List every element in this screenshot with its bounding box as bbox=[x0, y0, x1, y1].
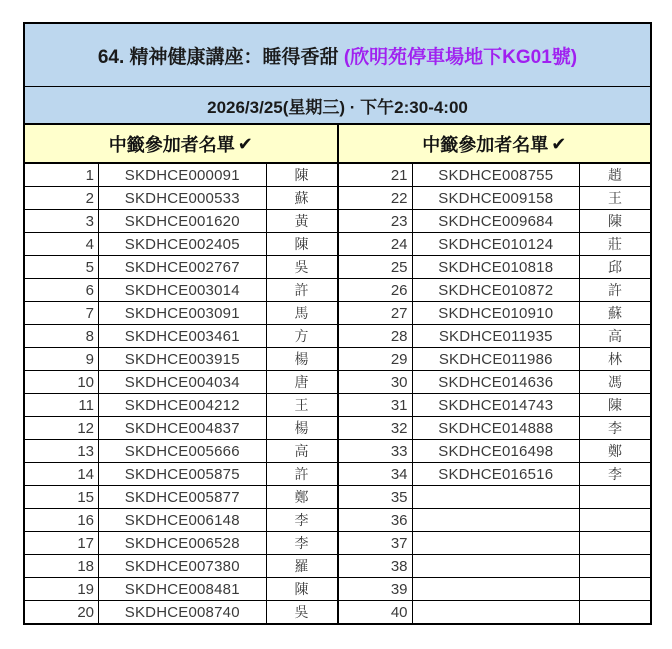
ticket-code-cell: SKDHCE008740 bbox=[99, 601, 267, 623]
surname-cell: 陳 bbox=[294, 581, 309, 597]
surname-cell: 黃 bbox=[294, 213, 309, 229]
list-header-label: 中籤參加者名單 bbox=[108, 134, 235, 155]
ticket-code-cell: SKDHCE014743 bbox=[413, 394, 581, 416]
table-row bbox=[25, 463, 337, 486]
surname-cell bbox=[580, 509, 650, 531]
surname-cell: 楊 bbox=[294, 351, 309, 367]
surname-cell: 蘇 bbox=[608, 305, 622, 321]
table-row bbox=[339, 256, 651, 279]
table-row bbox=[25, 486, 337, 509]
event-location: (欣明苑停車場地下KG01號) bbox=[343, 46, 578, 68]
table-row bbox=[25, 210, 337, 233]
surname-cell: 高 bbox=[608, 328, 622, 344]
event-title-bar bbox=[25, 24, 650, 87]
event-datetime: 2026/3/25(星期三) · 下午2:30-4:00 bbox=[207, 97, 468, 117]
ticket-code-cell: SKDHCE004837 bbox=[99, 417, 267, 439]
event-title: 64. 精神健康講座：睡得香甜 bbox=[97, 46, 344, 68]
surname-cell bbox=[580, 578, 650, 600]
surname-cell: 唐 bbox=[294, 374, 309, 390]
surname-cell: 蘇 bbox=[294, 190, 309, 206]
surname-cell: 高 bbox=[294, 443, 309, 459]
row-number-cell: 6 bbox=[25, 279, 99, 301]
table-row bbox=[25, 256, 337, 279]
row-number-cell: 39 bbox=[339, 578, 413, 600]
table-row bbox=[339, 486, 651, 509]
table-row bbox=[25, 348, 337, 371]
surname-cell: 邱 bbox=[608, 259, 622, 275]
table-row bbox=[339, 348, 651, 371]
row-number-cell: 30 bbox=[339, 371, 413, 393]
winner-table-right bbox=[337, 125, 651, 623]
table-row bbox=[339, 302, 651, 325]
list-header-left bbox=[25, 125, 337, 164]
row-number-cell: 8 bbox=[25, 325, 99, 347]
table-row bbox=[25, 394, 337, 417]
ticket-code-cell: SKDHCE010910 bbox=[413, 302, 581, 324]
row-number-cell: 29 bbox=[339, 348, 413, 370]
row-number-cell: 18 bbox=[25, 555, 99, 577]
check-icon: ✔ bbox=[237, 133, 253, 154]
surname-cell: 許 bbox=[294, 282, 309, 298]
row-number-cell: 36 bbox=[339, 509, 413, 531]
ticket-code-cell: SKDHCE009158 bbox=[413, 187, 581, 209]
table-row bbox=[339, 578, 651, 601]
rows-left bbox=[25, 164, 337, 623]
surname-cell: 王 bbox=[608, 190, 622, 206]
ticket-code-cell: SKDHCE011935 bbox=[413, 325, 581, 347]
ticket-code-cell: SKDHCE010818 bbox=[413, 256, 581, 278]
ticket-code-cell: SKDHCE000533 bbox=[99, 187, 267, 209]
table-row bbox=[25, 440, 337, 463]
row-number-cell: 28 bbox=[339, 325, 413, 347]
surname-cell: 李 bbox=[294, 512, 309, 528]
surname-cell: 陳 bbox=[608, 397, 622, 413]
row-number-cell: 4 bbox=[25, 233, 99, 255]
row-number-cell: 24 bbox=[339, 233, 413, 255]
surname-cell: 李 bbox=[608, 420, 622, 436]
ticket-code-cell: SKDHCE011986 bbox=[413, 348, 581, 370]
list-header-right bbox=[339, 125, 651, 164]
table-row bbox=[25, 325, 337, 348]
surname-cell: 趙 bbox=[608, 167, 622, 183]
table-row bbox=[339, 233, 651, 256]
surname-cell: 鄭 bbox=[608, 443, 622, 459]
table-row bbox=[25, 509, 337, 532]
ticket-code-cell: SKDHCE006528 bbox=[99, 532, 267, 554]
ticket-code-cell: SKDHCE008755 bbox=[413, 164, 581, 186]
ticket-code-cell: SKDHCE009684 bbox=[413, 210, 581, 232]
surname-cell: 馮 bbox=[608, 374, 622, 390]
surname-cell bbox=[580, 532, 650, 554]
table-row bbox=[339, 164, 651, 187]
surname-cell: 林 bbox=[608, 351, 622, 367]
surname-cell: 許 bbox=[608, 282, 622, 298]
ticket-code-cell: SKDHCE008481 bbox=[99, 578, 267, 600]
surname-cell: 陳 bbox=[294, 167, 309, 183]
table-row bbox=[339, 440, 651, 463]
ticket-code-cell: SKDHCE010124 bbox=[413, 233, 581, 255]
surname-cell: 楊 bbox=[294, 420, 309, 436]
ticket-code-cell: SKDHCE000091 bbox=[99, 164, 267, 186]
table-row bbox=[339, 555, 651, 578]
table-row bbox=[25, 164, 337, 187]
ticket-code-cell: SKDHCE006148 bbox=[99, 509, 267, 531]
row-number-cell: 33 bbox=[339, 440, 413, 462]
surname-cell: 王 bbox=[294, 397, 309, 413]
surname-cell: 羅 bbox=[294, 558, 309, 574]
ticket-code-cell: SKDHCE007380 bbox=[99, 555, 267, 577]
table-row bbox=[25, 279, 337, 302]
surname-cell: 方 bbox=[294, 328, 309, 344]
row-number-cell: 10 bbox=[25, 371, 99, 393]
ticket-code-cell bbox=[413, 578, 581, 600]
row-number-cell: 14 bbox=[25, 463, 99, 485]
ticket-code-cell bbox=[413, 601, 581, 623]
row-number-cell: 3 bbox=[25, 210, 99, 232]
row-number-cell: 37 bbox=[339, 532, 413, 554]
surname-cell: 許 bbox=[294, 466, 309, 482]
check-icon: ✔ bbox=[551, 133, 567, 154]
ticket-code-cell: SKDHCE004034 bbox=[99, 371, 267, 393]
list-header-label: 中籤參加者名單 bbox=[422, 134, 549, 155]
table-row bbox=[339, 210, 651, 233]
winners-notice-sheet bbox=[23, 22, 652, 625]
surname-cell: 馬 bbox=[294, 305, 309, 321]
row-number-cell: 9 bbox=[25, 348, 99, 370]
row-number-cell: 20 bbox=[25, 601, 99, 623]
ticket-code-cell: SKDHCE002767 bbox=[99, 256, 267, 278]
row-number-cell: 16 bbox=[25, 509, 99, 531]
ticket-code-cell bbox=[413, 532, 581, 554]
row-number-cell: 2 bbox=[25, 187, 99, 209]
row-number-cell: 17 bbox=[25, 532, 99, 554]
row-number-cell: 21 bbox=[339, 164, 413, 186]
table-row bbox=[339, 463, 651, 486]
row-number-cell: 7 bbox=[25, 302, 99, 324]
table-row bbox=[25, 601, 337, 623]
row-number-cell: 19 bbox=[25, 578, 99, 600]
ticket-code-cell: SKDHCE003014 bbox=[99, 279, 267, 301]
ticket-code-cell: SKDHCE004212 bbox=[99, 394, 267, 416]
row-number-cell: 12 bbox=[25, 417, 99, 439]
ticket-code-cell: SKDHCE014636 bbox=[413, 371, 581, 393]
ticket-code-cell: SKDHCE016498 bbox=[413, 440, 581, 462]
ticket-code-cell: SKDHCE016516 bbox=[413, 463, 581, 485]
surname-cell: 陳 bbox=[294, 236, 309, 252]
table-row bbox=[25, 417, 337, 440]
table-row bbox=[339, 371, 651, 394]
row-number-cell: 11 bbox=[25, 394, 99, 416]
table-row bbox=[25, 371, 337, 394]
row-number-cell: 23 bbox=[339, 210, 413, 232]
surname-cell: 鄭 bbox=[294, 489, 309, 505]
table-row bbox=[339, 325, 651, 348]
ticket-code-cell bbox=[413, 555, 581, 577]
row-number-cell: 34 bbox=[339, 463, 413, 485]
table-row bbox=[25, 187, 337, 210]
surname-cell: 吳 bbox=[294, 259, 309, 275]
row-number-cell: 35 bbox=[339, 486, 413, 508]
table-row bbox=[339, 417, 651, 440]
ticket-code-cell bbox=[413, 486, 581, 508]
table-row bbox=[339, 509, 651, 532]
event-datetime-bar bbox=[25, 87, 650, 125]
row-number-cell: 22 bbox=[339, 187, 413, 209]
row-number-cell: 40 bbox=[339, 601, 413, 623]
row-number-cell: 26 bbox=[339, 279, 413, 301]
winner-table-left bbox=[25, 125, 337, 623]
ticket-code-cell: SKDHCE002405 bbox=[99, 233, 267, 255]
row-number-cell: 25 bbox=[339, 256, 413, 278]
ticket-code-cell: SKDHCE005666 bbox=[99, 440, 267, 462]
row-number-cell: 32 bbox=[339, 417, 413, 439]
surname-cell: 李 bbox=[294, 535, 309, 551]
row-number-cell: 27 bbox=[339, 302, 413, 324]
surname-cell: 李 bbox=[608, 466, 622, 482]
table-row bbox=[25, 555, 337, 578]
surname-cell: 吳 bbox=[294, 604, 309, 620]
table-row bbox=[339, 532, 651, 555]
row-number-cell: 15 bbox=[25, 486, 99, 508]
ticket-code-cell bbox=[413, 509, 581, 531]
surname-cell bbox=[580, 486, 650, 508]
table-row bbox=[339, 601, 651, 623]
winner-tables bbox=[25, 125, 650, 623]
table-row bbox=[339, 279, 651, 302]
surname-cell bbox=[580, 601, 650, 623]
ticket-code-cell: SKDHCE010872 bbox=[413, 279, 581, 301]
surname-cell: 莊 bbox=[608, 236, 622, 252]
ticket-code-cell: SKDHCE003915 bbox=[99, 348, 267, 370]
ticket-code-cell: SKDHCE003461 bbox=[99, 325, 267, 347]
row-number-cell: 31 bbox=[339, 394, 413, 416]
row-number-cell: 5 bbox=[25, 256, 99, 278]
table-row bbox=[25, 578, 337, 601]
rows-right bbox=[339, 164, 651, 623]
ticket-code-cell: SKDHCE005875 bbox=[99, 463, 267, 485]
row-number-cell: 1 bbox=[25, 164, 99, 186]
table-row bbox=[339, 187, 651, 210]
table-row bbox=[25, 233, 337, 256]
row-number-cell: 13 bbox=[25, 440, 99, 462]
ticket-code-cell: SKDHCE005877 bbox=[99, 486, 267, 508]
table-row bbox=[25, 302, 337, 325]
ticket-code-cell: SKDHCE014888 bbox=[413, 417, 581, 439]
row-number-cell: 38 bbox=[339, 555, 413, 577]
surname-cell: 陳 bbox=[608, 213, 622, 229]
table-row bbox=[339, 394, 651, 417]
ticket-code-cell: SKDHCE003091 bbox=[99, 302, 267, 324]
table-row bbox=[25, 532, 337, 555]
ticket-code-cell: SKDHCE001620 bbox=[99, 210, 267, 232]
surname-cell bbox=[580, 555, 650, 577]
